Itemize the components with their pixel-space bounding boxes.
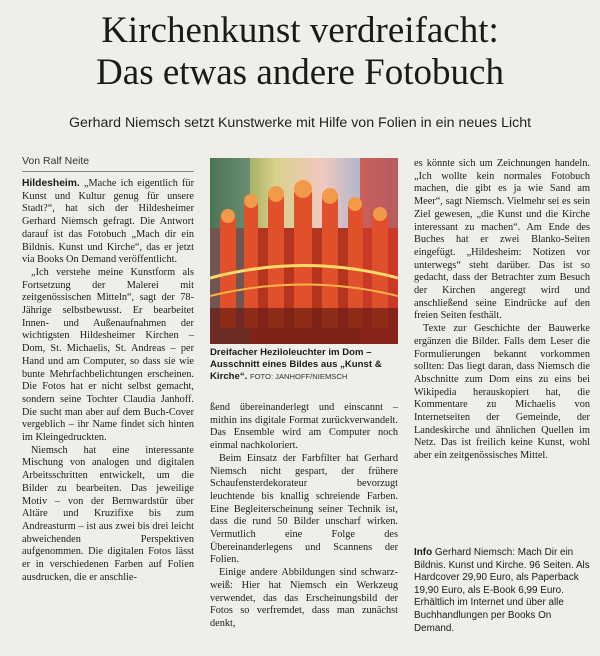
paragraph-text: „Mache ich eigentlich für Kunst und Kultur genug für unsere Stadt?“, hat sich der Hildesheimer Gerhard Niemsch gefragt. Die Antwort darauf ist das Fotobuch „Mach dir ein Bildnis. Kunst und Kirche“, das er jetzt via Books On Demand veröffentlicht. — [22, 178, 194, 266]
headline — [0, 10, 600, 94]
info-text: Gerhard Niemsch: Mach Dir ein Bildnis. Kunst und Kirche. 96 Seiten. Als Hardcover 29,90 Euro, als Paperback 19,90 Euro, als E-Book 6,99 Euro. Erhältlich im Internet und über alle Buchhandlungen per Books On Demand. — [414, 547, 590, 634]
caption-text: Dreifacher Heziloleuchter im Dom – Ausschnitt eines Bildes aus „Kunst & Kirche“. — [210, 347, 382, 382]
paragraph: es könnte sich um Zeichnungen handeln. „Ich wollte kein normales Fotobuch machen, die gibt es ja wie Sand am Meer“, sagt Niemsch. Vielmehr sei es sein Ziel gewesen, „die Kunst und die Kirche interessant zu machen“. Am Ende des Buches hat er zwei Blanko-Seiten eingefügt. „Hildesheim: Notizen vor unterwegs“ steht darüber. Das ist so gedacht, dass der Betrachter zum Besuch der Kirchen angeregt wird und anschließend seine Eindrücke auf den freien Seiten festhält. — [414, 158, 590, 322]
article-column-1 — [22, 178, 194, 585]
paragraph: „Ich verstehe meine Kunstform als Fortsetzung der Malerei mit zeitgenössischen Mitteln“, sagt der 78-Jährige selbstbewusst. Er bearbeitet Innen- und Außenaufnahmen der wichtigsten Hildesheimer Kirchen – Dom, St. Michaelis, St. Andreas – per Hand und am Computer, so dass sie wie bunte Mehrfachbelichtungen erscheinen. Die Fotos hat er nicht selbst gemacht, sondern seine Tochter Claudia Janhoff. Die sucht man aber auf dem Buch-Cover vergeblich – ihr Name findet sich hinten im Kleingedruckten. — [22, 266, 194, 444]
paragraph: Beim Einsatz der Farbfilter hat Gerhard Niemsch nicht gespart, der frühere Schaufensterdekorateur bevorzugt leuchtende bis knallig schreiende Farben. Eine Begleiterscheinung seiner Technik ist, dass die rund 50 Bilder unscharf wirken. Vermutlich eine Folge des Übereinanderlegens und Scannens der Folien. — [210, 452, 398, 566]
article-column-2 — [210, 402, 398, 631]
article-photo — [210, 158, 398, 344]
paragraph: ßend übereinanderlegt und einscannt – mithin ins digitale Format zurückverwandelt. Das Ensemble wird am Computer noch einmal nachkoloriert. — [210, 402, 398, 452]
info-label: Info — [414, 547, 433, 558]
paragraph: Einige andere Abbildungen sind schwarz-weiß: Hier hat Niemsch ein Werkzeug verwendet, das das Erscheinungsbild der Fotos so verfremdet, dass man zunächst denkt, — [210, 567, 398, 629]
dateline: Hildesheim. — [22, 178, 80, 189]
paragraph: Niemsch hat eine interessante Mischung von analogen und digitalen Arbeitsschritten entwickelt, um die Bilder zu bearbeiten. Das jeweilige Motiv – von der Bernwardstür über Altäre und Kruzifixe bis zum Andreasturm – ist aus zwei bis drei leicht abweichenden Perspektiven aufgenommen. Die digitalen Fotos lässt er in verschiedenen Farben auf Folien ausdrucken, die er anschlie- — [22, 444, 194, 583]
byline: Von Ralf Neite — [22, 155, 194, 172]
paragraph — [22, 178, 194, 267]
paragraph: Texte zur Geschichte der Bauwerke ergänzen die Bilder. Falls dem Leser die Formulierungen bekannt vorkommen sollten: Das liegt daran, dass Niemsch die Abschnitte zum Dom eins zu eins bei Wikipedia herauskopiert hat, die Kommentare zu Michaelis von Internetseiten der Gemeinde, der Landeskirche und ähnlichen Quellen im Netz. Das ist freilich keine Kunst, wohl aber ein zeitgenössisches Mittel. — [414, 323, 590, 462]
article-column-3 — [414, 158, 590, 463]
chandelier-photo-image — [210, 158, 398, 344]
info-box — [414, 547, 590, 635]
subheadline: Gerhard Niemsch setzt Kunstwerke mit Hilfe von Folien in ein neues Licht — [68, 115, 532, 131]
photo-credit: FOTO: JANHOFF/NIEMSCH — [250, 372, 348, 381]
photo-caption — [210, 347, 398, 383]
headline-line-1: Kirchenkunst verdreifacht: — [101, 10, 499, 51]
headline-line-2: Das etwas andere Fotobuch — [96, 52, 504, 93]
